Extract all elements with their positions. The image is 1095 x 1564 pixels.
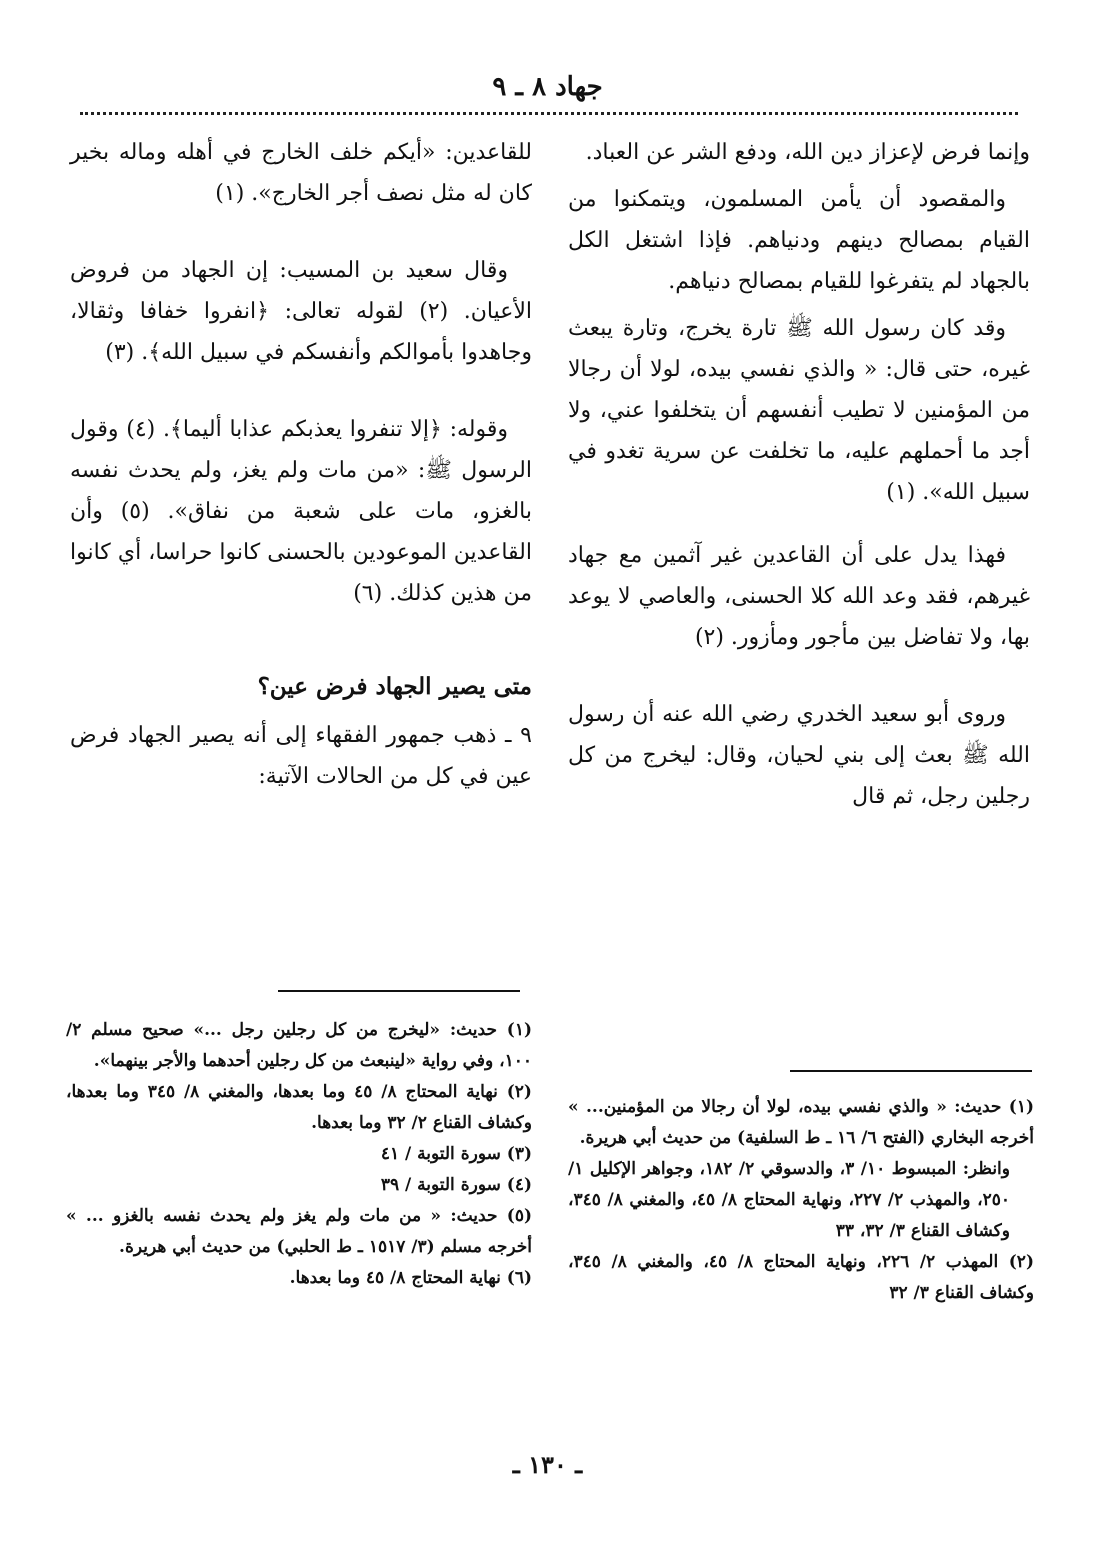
paragraph: وإنما فرض لإعزاز دين الله، ودفع الشر عن العباد. bbox=[585, 140, 1030, 165]
section-heading: متى يصير الجهاد فرض عين؟ bbox=[257, 673, 532, 700]
footnote: (٢) نهاية المحتاج ٨/ ٤٥ وما بعدها، والمغني ٨/ ٣٤٥ وما بعدها، وكشاف القناع ٢/ ٣٢ وما بعدها. bbox=[66, 1082, 532, 1133]
paragraph: والمقصود أن يأمن المسلمون، ويتمكنوا من القيام بمصالح دينهم ودنياهم. فإذا اشتغل الكل بالجهاد لم يتفرغوا للقيام بمصالح دنياهم. bbox=[568, 187, 1030, 294]
paragraph: ٩ ـ ذهب جمهور الفقهاء إلى أنه يصير الجهاد فرض عين في كل من الحالات الآتية: bbox=[70, 723, 532, 789]
footnote: (٢) المهذب ٢/ ٢٢٦، ونهاية المحتاج ٨/ ٤٥، والمغني ٨/ ٣٤٥، وكشاف القناع ٣/ ٣٢ bbox=[568, 1252, 1034, 1303]
footnote-divider bbox=[278, 990, 520, 992]
footnote-divider bbox=[790, 1070, 1032, 1072]
paragraph: وقال سعيد بن المسيب: إن الجهاد من فروض الأعيان. (٢) لقوله تعالى: ﴿انفروا خفافا وثقالا، وجاهدوا بأموالكم وأنفسكم في سبيل الله﴾. (٣) bbox=[70, 258, 532, 365]
page-number: ـ ١٣٠ ـ bbox=[512, 1450, 583, 1479]
footnote: (٣) سورة التوبة / ٤١ bbox=[380, 1144, 532, 1164]
paragraph: وقوله: ﴿إلا تنفروا يعذبكم عذابا أليما﴾. (٤) وقول الرسول ﷺ: «من مات ولم يغز، ولم يحدث نفسه بالغزو، مات على شعبة من نفاق». (٥) وأن القاعدين الموعودين بالحسنى كانوا حراسا، أي كانوا من هذين كذلك. (٦) bbox=[70, 417, 533, 606]
left-footnotes bbox=[66, 1015, 532, 1294]
footnote: (٥) حديث: « من مات ولم يغز ولم يحدث نفسه بالغزو ... » أخرجه مسلم (٣/ ١٥١٧ ـ ط الحلبي) من حديث أبي هريرة. bbox=[66, 1206, 532, 1257]
page-header: جهاد ٨ ـ ٩ bbox=[492, 72, 603, 102]
footnote: وانظر: المبسوط ١٠/ ٣، والدسوقي ٢/ ١٨٢، وجواهر الإكليل ١/ ٢٥٠، والمهذب ٢/ ٢٢٧، ونهاية المحتاج ٨/ ٤٥، والمغني ٨/ ٣٤٥، وكشاف القناع ٣/ ٣٢، ٣٣ bbox=[568, 1159, 1010, 1241]
left-column bbox=[70, 132, 532, 797]
header-divider bbox=[80, 112, 1018, 115]
footnote: (١) حديث: « والذي نفسي بيده، لولا أن رجالا من المؤمنين... » أخرجه البخاري (الفتح ٦/ ١٦ ـ ط السلفية) من حديث أبي هريرة. bbox=[568, 1097, 1034, 1148]
right-column bbox=[568, 132, 1030, 817]
paragraph: وقد كان رسول الله ﷺ تارة يخرج، وتارة يبعث غيره، حتى قال: « والذي نفسي بيده، لولا أن رجالا من المؤمنين لا تطيب أنفسهم أن يتخلفوا عني، ولا أجد ما أحملهم عليه، ما تخلفت عن سرية تغدو في سبيل الله». (١) bbox=[568, 316, 1030, 505]
footnote: (٦) نهاية المحتاج ٨/ ٤٥ وما بعدها. bbox=[289, 1268, 532, 1288]
footnote: (٤) سورة التوبة / ٣٩ bbox=[380, 1175, 532, 1195]
footnote: (١) حديث: «ليخرج من كل رجلين رجل ...» صحيح مسلم ٢/ ١٠٠، وفي رواية «لينبعث من كل رجلين أحدهما والأجر بينهما». bbox=[66, 1020, 532, 1071]
paragraph: للقاعدين: «أيكم خلف الخارج في أهله وماله بخير كان له مثل نصف أجر الخارج». (١) bbox=[70, 140, 532, 206]
right-footnotes bbox=[568, 1092, 1034, 1309]
paragraph: وروى أبو سعيد الخدري رضي الله عنه أن رسول الله ﷺ بعث إلى بني لحيان، وقال: ليخرج من كل رجلين رجل، ثم قال bbox=[568, 702, 1030, 809]
paragraph: فهذا يدل على أن القاعدين غير آثمين مع جهاد غيرهم، فقد وعد الله كلا الحسنى، والعاصي لا يوعد بها، ولا تفاضل بين مأجور ومأزور. (٢) bbox=[568, 543, 1030, 650]
